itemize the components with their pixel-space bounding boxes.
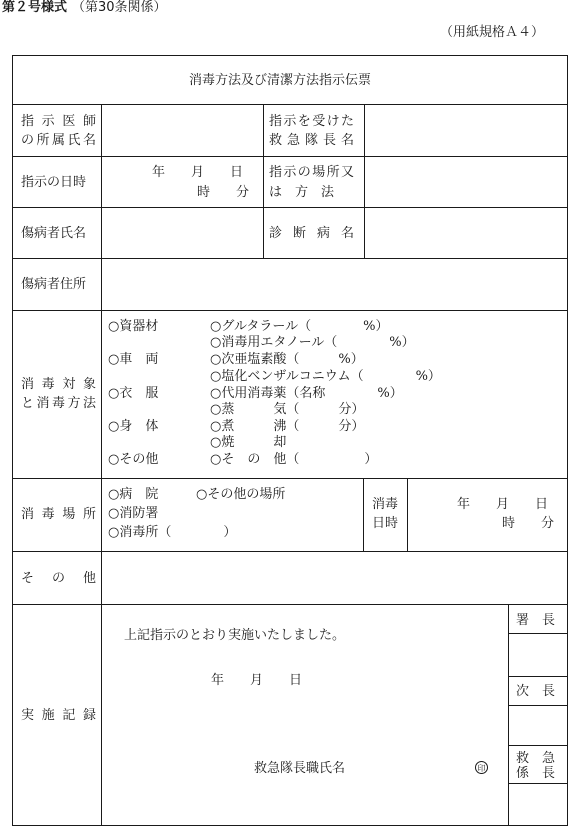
- method-option[interactable]: ○塩化ベンザルコニウム（ %）: [210, 369, 441, 384]
- target-option[interactable]: ○衣 服: [108, 386, 159, 401]
- record-statement: 上記指示のとおり実施いたしました。: [124, 628, 346, 643]
- method-option[interactable]: ○焼 却: [210, 435, 287, 450]
- method-option[interactable]: ○そ の 他（ ）: [210, 452, 378, 467]
- disinfection-time: 時 分: [502, 516, 555, 531]
- instruction-datetime-label: 指示の日時: [21, 175, 87, 190]
- approval-ems-chief-line1: 救 急: [516, 751, 556, 766]
- approval-deputy-chief: 次 長: [516, 684, 556, 699]
- approval-stamp-box[interactable]: [509, 634, 567, 675]
- captain-name-label: 救急隊長職氏名: [254, 761, 346, 776]
- doctor-input[interactable]: [102, 105, 262, 155]
- captain-input[interactable]: [365, 105, 567, 155]
- row-divider: [12, 478, 568, 479]
- method-option[interactable]: ○消毒用エタノール（ %）: [210, 335, 415, 350]
- method-option[interactable]: ○次亜塩素酸（ %）: [210, 352, 364, 367]
- captain-label-line1: 指示を受けた: [269, 114, 354, 129]
- place-option[interactable]: ○消防署: [108, 506, 159, 521]
- row-divider: [12, 310, 568, 311]
- other-label: そ の 他: [21, 571, 96, 586]
- method-option[interactable]: ○蒸 気（ 分）: [210, 402, 365, 417]
- target-option[interactable]: ○その他: [108, 452, 159, 467]
- disinfection-place-label: 消 毒 場 所: [21, 507, 96, 522]
- place-option[interactable]: ○病 院: [108, 487, 159, 502]
- patient-name-input[interactable]: [102, 208, 262, 257]
- instruction-place-line2: は 方 法: [269, 185, 335, 200]
- method-option[interactable]: ○グルタラール（ %）: [210, 319, 389, 334]
- target-option[interactable]: ○資器材: [108, 319, 159, 334]
- diagnosis-input[interactable]: [365, 208, 567, 257]
- patient-address-label: 傷病者住所: [21, 277, 87, 292]
- mid-column-divider: [263, 104, 264, 258]
- paper-size-note: （用紙規格Ａ４）: [440, 25, 545, 40]
- approval-stamp-box[interactable]: [509, 706, 567, 744]
- target-option[interactable]: ○車 両: [108, 352, 159, 367]
- record-label: 実 施 記 録: [21, 708, 96, 723]
- approval-station-chief: 署 長: [516, 613, 556, 628]
- place-option[interactable]: ○消毒所（ ）: [108, 525, 237, 540]
- row-divider: [12, 604, 568, 605]
- other-input[interactable]: [102, 552, 567, 603]
- disinfection-datetime-label-line2: 日時: [372, 516, 399, 531]
- seal-mark: 印: [475, 761, 488, 774]
- instruction-place-line1: 指示の場所又: [269, 165, 354, 180]
- article-reference: （第30条関係）: [72, 0, 167, 15]
- target-option[interactable]: ○身 体: [108, 419, 159, 434]
- patient-name-label: 傷病者氏名: [21, 226, 87, 241]
- disinfection-date: 年 月 日: [457, 497, 549, 512]
- method-option[interactable]: ○煮 沸（ 分）: [210, 419, 365, 434]
- doctor-label-line1: 指 示 医 師: [21, 114, 96, 129]
- disinfection-datetime-label-line1: 消毒: [372, 497, 399, 512]
- form-number: 第２号様式: [2, 0, 68, 15]
- instruction-date: 年 月 日: [152, 165, 244, 180]
- approval-stamp-box[interactable]: [509, 784, 567, 825]
- record-date: 年 月 日: [211, 673, 303, 688]
- instruction-time: 時 分: [197, 185, 250, 200]
- diagnosis-label: 診 断 病 名: [269, 226, 354, 241]
- approval-divider: [508, 745, 568, 746]
- captain-label-line2: 救 急 隊 長 名: [269, 133, 354, 148]
- method-option[interactable]: ○代用消毒薬（名称 %）: [210, 386, 403, 401]
- place-option[interactable]: ○その他の場所: [196, 487, 286, 502]
- place-column-divider: [363, 478, 364, 551]
- form-title: 消毒方法及び清潔方法指示伝票: [189, 73, 372, 88]
- disinfection-target-label-line2: と消毒方法: [21, 396, 96, 411]
- instruction-place-input[interactable]: [365, 157, 567, 206]
- approval-divider: [508, 676, 568, 677]
- place-column-divider: [407, 478, 408, 551]
- disinfection-target-label-line1: 消 毒 対 象: [21, 377, 96, 392]
- doctor-label-line2: の所属氏名: [21, 133, 96, 148]
- patient-address-input[interactable]: [102, 259, 567, 309]
- approval-ems-chief-line2: 係 長: [516, 766, 556, 781]
